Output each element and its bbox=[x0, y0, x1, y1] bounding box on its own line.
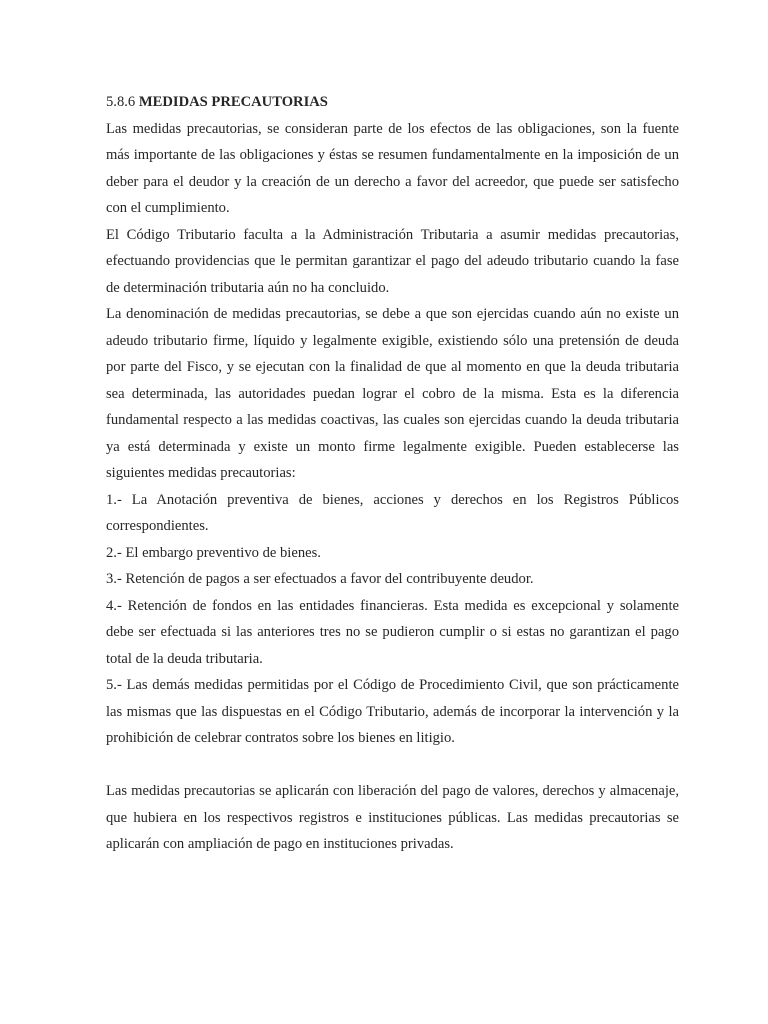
list-item-retencion-pagos: 3.- Retención de pagos a ser efectuados a favor del contribuyente deudor. bbox=[106, 571, 534, 587]
paragraph-codigo-tributario: El Código Tributario faculta a la Administración Tributaria a asumir medidas precautorias, efectuando providencias que le permitan garantizar el pago del adeudo tributario cuando la fase de determinación tributaria aún no ha concluido. bbox=[106, 226, 679, 296]
blank-line bbox=[106, 752, 679, 779]
paragraph-closing: Las medidas precautorias se aplicarán con liberación del pago de valores, derechos y almacenaje, que hubiera en los respectivos registros e instituciones públicas. Las medidas precautorias se aplicarán con ampliación de pago en instituciones privadas. bbox=[106, 783, 679, 852]
document-page bbox=[106, 89, 679, 858]
list-item-embargo: 2.- El embargo preventivo de bienes. bbox=[106, 544, 321, 561]
section-number: 5.8.6 bbox=[106, 94, 136, 110]
list-item-anotacion: 1.- La Anotación preventiva de bienes, acciones y derechos en los Registros Públicos correspondientes. bbox=[106, 491, 679, 534]
paragraph-definition: Las medidas precautorias, se consideran parte de los efectos de las obligaciones, son la fuente más importante de las obligaciones y éstas se resumen fundamentalmente en la imposición de un deber para el deudor y la creación de un derecho a favor del acreedor, que puede ser satisfecho con el cumplimiento. bbox=[106, 120, 679, 216]
paragraph-denominacion: La denominación de medidas precautorias, se debe a que son ejercidas cuando aún no existe un adeudo tributario firme, líquido y legalmente exigible, existiendo sólo una pretensión de deuda por parte del Fisco, y se ejecutan con la finalidad de que al momento en que la deuda tributaria sea determinada, las autoridades puedan lograr el cobro de la misma. Esta es la diferencia fundamental respecto a las medidas coactivas, las cuales son ejercidas cuando la deuda tributaria ya está determinada y existe un monto firme legalmente exigible. Pueden establecerse las siguientes medidas precautorias: bbox=[106, 306, 679, 481]
section-heading bbox=[106, 89, 679, 116]
section-title: MEDIDAS PRECAUTORIAS bbox=[138, 94, 328, 110]
list-item-retencion-fondos: 4.- Retención de fondos en las entidades financieras. Esta medida es excepcional y solamente debe ser efectuada si las anteriores tres no se pudieron cumplir o si estas no garantizan el pago total de la deuda tributaria. bbox=[106, 597, 679, 667]
list-item-demas-medidas: 5.- Las demás medidas permitidas por el Código de Procedimiento Civil, que son prácticamente las mismas que las dispuestas en el Código Tributario, además de incorporar la intervención y la prohibición de celebrar contratos sobre los bienes en litigio. bbox=[106, 677, 679, 746]
